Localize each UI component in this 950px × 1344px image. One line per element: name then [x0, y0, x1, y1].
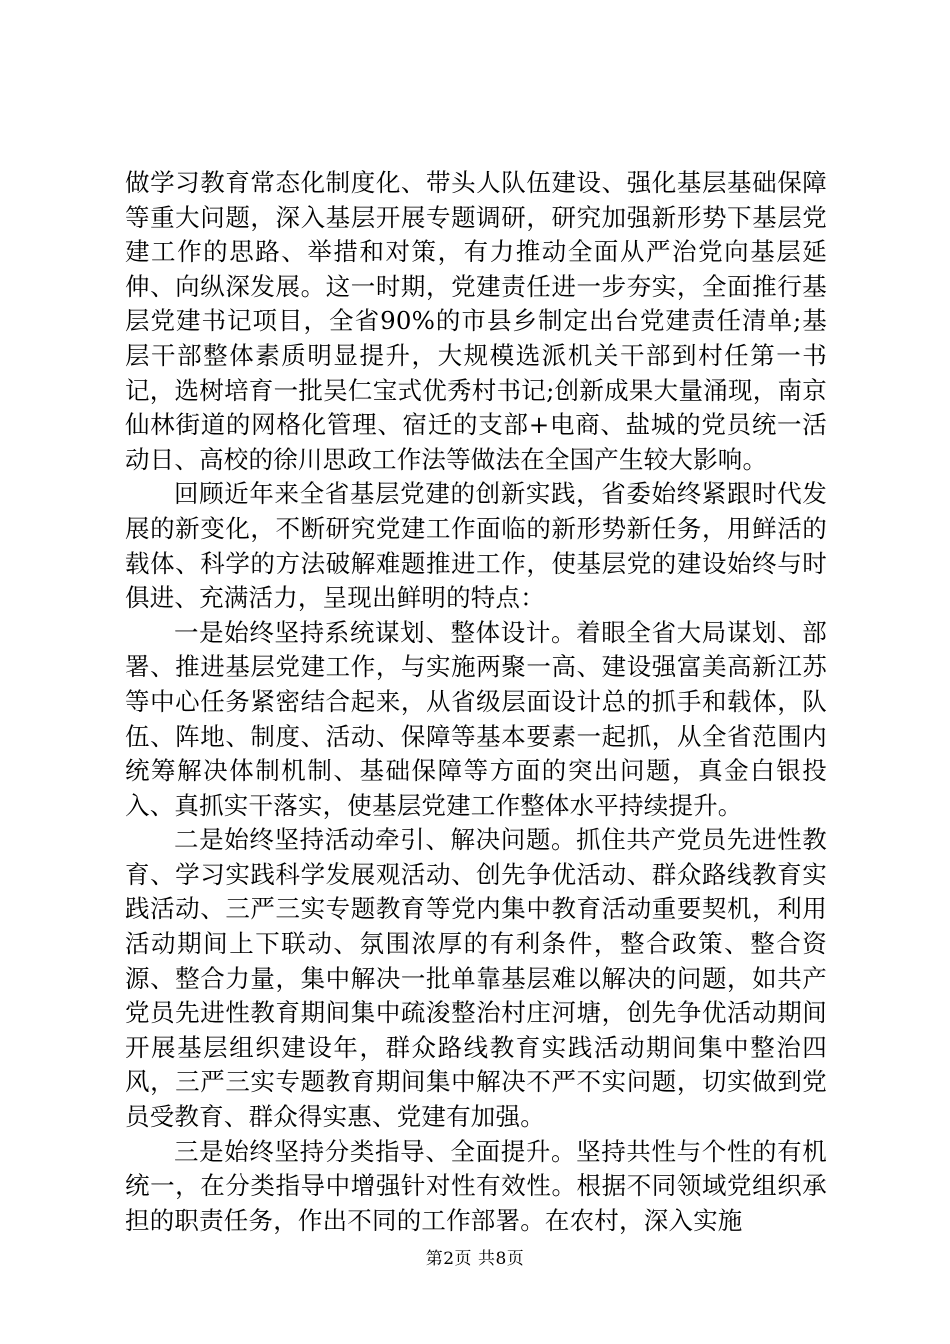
paragraph-3: 一是始终坚持系统谋划、整体设计。着眼全省大局谋划、部署、推进基层党建工作，与实施两聚一高、建设强富美高新江苏等中心任务紧密结合起来，从省级层面设计总的抓手和载体，队伍、阵地、制度、活动、保障等基本要素一起抓，从全省范围内统筹解决体制机制、基础保障等方面的突出问题，真金白银投入、真抓实干落实，使基层党建工作整体水平持续提升。: [125, 617, 827, 820]
document-body: [125, 166, 827, 1238]
paragraph-5: 三是始终坚持分类指导、全面提升。坚持共性与个性的有机统一，在分类指导中增强针对性有效性。根据不同领域党组织承担的职责任务，作出不同的工作部署。在农村，深入实施: [125, 1136, 827, 1235]
paragraph-2: 回顾近年来全省基层党建的创新实践，省委始终紧跟时代发展的新变化，不断研究党建工作面临的新形势新任务，用鲜活的载体、科学的方法破解难题推进工作，使基层党的建设始终与时俱进、充满活力，呈现出鲜明的特点：: [125, 479, 827, 613]
paragraph-4: 二是始终坚持活动牵引、解决问题。抓住共产党员先进性教育、学习实践科学发展观活动、创先争优活动、群众路线教育实践活动、三严三实专题教育等党内集中教育活动重要契机，利用活动期间上下联动、氛围浓厚的有利条件，整合政策、整合资源、整合力量，集中解决一批单靠基层难以解决的问题，如共产党员先进性教育期间集中疏浚整治村庄河塘，创先争优活动期间开展基层组织建设年，群众路线教育实践活动期间集中整治四风，三严三实专题教育期间集中解决不严不实问题，切实做到党员受教育、群众得实惠、党建有加强。: [125, 825, 827, 1132]
paragraph-1: 做学习教育常态化制度化、带头人队伍建设、强化基层基础保障等重大问题，深入基层开展专题调研，研究加强新形势下基层党建工作的思路、举措和对策，有力推动全面从严治党向基层延伸、向纵深发展。这一时期，党建责任进一步夯实，全面推行基层党建书记项目，全省90%的市县乡制定出台党建责任清单;基层干部整体素质明显提升，大规模选派机关干部到村任第一书记，选树培育一批吴仁宝式优秀村书记;创新成果大量涌现，南京仙林街道的网格化管理、宿迁的支部+电商、盐城的党员统一活动日、高校的徐川思政工作法等做法在全国产生较大影响。: [125, 168, 827, 474]
page-footer: 第2页 共8页: [425, 1249, 525, 1269]
